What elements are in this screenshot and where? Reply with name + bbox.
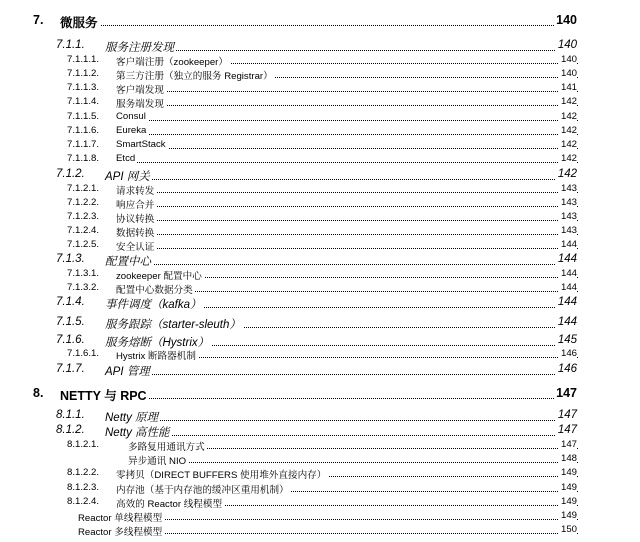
toc-entry-number: 7.1.3.2.	[67, 282, 100, 293]
toc-entry-title: 客户端发现	[116, 85, 164, 96]
toc-entry-title: 响应合并	[116, 200, 155, 211]
toc-entry-page: 147	[557, 409, 577, 421]
leader-dots	[128, 462, 578, 463]
toc-entry-title: 数据转换	[116, 228, 155, 239]
toc-entry[interactable]	[0, 138, 640, 151]
toc-entry-title: SmartStack	[116, 139, 166, 150]
leader-dots	[116, 105, 578, 106]
toc-entry-number: 8.1.2.4.	[67, 496, 100, 507]
toc-entry-number: 7.1.6.1.	[67, 348, 100, 359]
toc-entry[interactable]	[0, 523, 640, 536]
toc-entry-page: 147	[557, 424, 577, 436]
toc-entry-title: 零拷贝（DIRECT BUFFERS 使用堆外直接内存）	[116, 470, 327, 481]
toc-entry[interactable]	[0, 423, 640, 438]
toc-entry-title: 高效的 Reactor 线程模型	[116, 499, 223, 510]
leader-dots	[105, 179, 577, 180]
toc-entry-title: 微服务	[60, 16, 98, 30]
toc-entry-title: 配置中心数据分类	[116, 285, 193, 296]
toc-entry-page: 144	[557, 296, 577, 308]
toc-entry-page: 140	[557, 39, 577, 51]
toc-entry-title: Reactor 单线程模型	[78, 513, 163, 524]
toc-entry[interactable]	[0, 53, 640, 66]
toc-entry-number: 7.1.2.4.	[67, 225, 100, 236]
toc-entry[interactable]	[0, 281, 640, 294]
toc-entry[interactable]	[0, 210, 640, 223]
toc-entry-page: 143	[560, 211, 577, 222]
toc-entry-page: 144	[560, 282, 577, 293]
toc-entry-page: 147	[560, 439, 577, 450]
toc-entry-title: 事件调度（kafka）	[105, 299, 202, 311]
toc-entry-page: 149	[560, 496, 577, 507]
toc-entry-title: 第三方注册（独立的服务 Registrar）	[116, 71, 273, 82]
toc-entry-number: 7.1.1.1.	[67, 54, 100, 65]
toc-entry-number: 7.1.1.6.	[67, 125, 100, 136]
toc-entry-page: 140	[560, 68, 577, 79]
toc-entry-number: 7.1.1.4.	[67, 96, 100, 107]
toc-entry-number: 8.1.2.1.	[67, 439, 100, 450]
toc-entry-number: 7.1.3.	[56, 253, 85, 265]
toc-entry-page: 142	[560, 111, 577, 122]
toc-entry-title: zookeeper 配置中心	[116, 271, 202, 282]
toc-entry-number: 8.	[33, 386, 44, 400]
toc-entry-number: 8.1.2.2.	[67, 467, 100, 478]
toc-entry[interactable]	[0, 224, 640, 237]
toc-entry[interactable]	[0, 509, 640, 522]
toc-entry[interactable]	[0, 12, 640, 28]
toc-entry[interactable]	[0, 124, 640, 137]
toc-entry-page: 142	[560, 96, 577, 107]
toc-entry-number: 7.1.1.	[56, 39, 85, 51]
toc-entry-title: 配置中心	[105, 256, 151, 268]
toc-entry-page: 148	[560, 453, 577, 464]
toc-entry-number: 8.1.2.3.	[67, 482, 100, 493]
toc-entry[interactable]	[0, 438, 640, 451]
toc-entry-number: 7.1.2.1.	[67, 183, 100, 194]
leader-dots	[105, 264, 577, 265]
toc-entry-page: 146	[560, 348, 577, 359]
toc-entry[interactable]	[0, 81, 640, 94]
toc-entry[interactable]	[0, 196, 640, 209]
toc-entry[interactable]	[0, 452, 640, 465]
leader-dots	[116, 192, 578, 193]
toc-entry-number: 7.1.2.5.	[67, 239, 100, 250]
leader-dots	[116, 148, 578, 149]
toc-entry-title: 异步通讯 NIO	[128, 456, 187, 467]
leader-dots	[116, 120, 578, 121]
toc-entry-title: 协议转换	[116, 214, 155, 225]
leader-dots	[116, 91, 578, 92]
toc-entry[interactable]	[0, 38, 640, 53]
toc-entry-title: API 管理	[105, 366, 150, 378]
toc-entry[interactable]	[0, 267, 640, 280]
toc-entry-number: 8.1.2.	[56, 424, 85, 436]
toc-entry-page: 143	[560, 225, 577, 236]
toc-entry-title: 客户端注册（zookeeper）	[116, 57, 228, 68]
toc-entry[interactable]	[0, 466, 640, 479]
toc-entry-number: 7.1.1.7.	[67, 139, 100, 150]
toc-entry-number: 7.1.6.	[56, 334, 85, 346]
toc-entry[interactable]	[0, 385, 640, 401]
toc-entry-page: 146	[557, 363, 577, 375]
toc-entry-number: 7.1.1.5.	[67, 111, 100, 122]
toc-entry-number: 7.1.7.	[56, 363, 85, 375]
toc-entry[interactable]	[0, 295, 640, 310]
toc-entry-title: 请求转发	[116, 186, 155, 197]
toc-entry-number: 7.1.1.8.	[67, 153, 100, 164]
toc-entry-number: 8.1.1.	[56, 409, 85, 421]
toc-entry[interactable]	[0, 362, 640, 377]
toc-entry-number: 7.1.4.	[56, 296, 85, 308]
toc-entry-title: Netty 高性能	[105, 427, 170, 439]
leader-dots	[105, 374, 577, 375]
toc-entry-number: 7.1.2.	[56, 168, 85, 180]
toc-entry-title: Eureka	[116, 125, 147, 136]
toc-entry[interactable]	[0, 67, 640, 80]
toc-entry-title: Etcd	[116, 153, 136, 164]
toc-entry-page: 144	[557, 316, 577, 328]
toc-entry-title: NETTY 与 RPC	[60, 389, 147, 403]
toc-entry-title: 服务端发现	[116, 99, 164, 110]
toc-entry-page: 144	[557, 253, 577, 265]
toc-entry-page: 142	[560, 153, 577, 164]
toc-entry-title: 服务跟踪（starter-sleuth）	[105, 319, 241, 331]
toc-entry[interactable]	[0, 315, 640, 330]
toc-entry-page: 144	[560, 239, 577, 250]
toc-entry-number: 7.1.5.	[56, 316, 85, 328]
toc-entry-page: 141	[560, 82, 577, 93]
toc-entry-title: 服务熔断（Hystrix）	[105, 337, 210, 349]
toc-entry-title: 多路复用通讯方式	[128, 442, 205, 453]
toc-entry-page: 143	[560, 197, 577, 208]
toc-entry-title: 内存池（基于内存池的缓冲区重用机制）	[116, 485, 289, 496]
leader-dots	[116, 206, 578, 207]
toc-entry-number: 7.1.2.3.	[67, 211, 100, 222]
leader-dots	[105, 435, 577, 436]
leader-dots	[116, 234, 578, 235]
toc-entry-title: 服务注册发现	[105, 42, 174, 54]
toc-entry-page: 142	[560, 139, 577, 150]
toc-entry-title: 安全认证	[116, 242, 155, 253]
leader-dots	[60, 25, 574, 26]
toc-entry-title: Consul	[116, 111, 146, 122]
toc-entry-title: Netty 原理	[105, 412, 159, 424]
toc-entry-title: API 网关	[105, 171, 150, 183]
toc-entry[interactable]	[0, 152, 640, 165]
toc-entry[interactable]	[0, 481, 640, 494]
toc-entry-page: 143	[560, 183, 577, 194]
toc-entry-number: 7.1.1.3.	[67, 82, 100, 93]
toc-entry[interactable]	[0, 347, 640, 360]
toc-entry-page: 142	[557, 168, 577, 180]
leader-dots	[116, 134, 578, 135]
toc-entry[interactable]	[0, 95, 640, 108]
toc-entry-page: 150	[560, 524, 577, 535]
toc-entry-title: Reactor 多线程模型	[78, 527, 163, 538]
toc-entry-page: 149	[560, 482, 577, 493]
toc-entry-page: 140	[556, 13, 577, 27]
toc-entry[interactable]	[0, 182, 640, 195]
toc-entry[interactable]	[0, 238, 640, 251]
toc-entry-number: 7.	[33, 13, 44, 27]
toc-entry[interactable]	[0, 252, 640, 267]
leader-dots	[116, 248, 578, 249]
toc-entry-page: 144	[560, 268, 577, 279]
toc-entry-title: Hystrix 断路器机制	[116, 351, 196, 362]
toc-entry-page: 142	[560, 125, 577, 136]
toc-entry[interactable]	[0, 110, 640, 123]
toc-entry-page: 149	[560, 467, 577, 478]
toc-entry[interactable]	[0, 495, 640, 508]
leader-dots	[116, 220, 578, 221]
toc-entry-page: 147	[556, 386, 577, 400]
toc-entry-page: 145	[557, 334, 577, 346]
toc-entry[interactable]	[0, 408, 640, 423]
leader-dots	[105, 420, 577, 421]
toc-entry-number: 7.1.3.1.	[67, 268, 100, 279]
toc-entry-page: 149	[560, 510, 577, 521]
toc-entry-number: 7.1.1.2.	[67, 68, 100, 79]
toc-entry[interactable]	[0, 167, 640, 182]
toc-entry-page: 140	[560, 54, 577, 65]
toc-entry-number: 7.1.2.2.	[67, 197, 100, 208]
leader-dots	[116, 162, 578, 163]
toc-entry[interactable]	[0, 333, 640, 348]
